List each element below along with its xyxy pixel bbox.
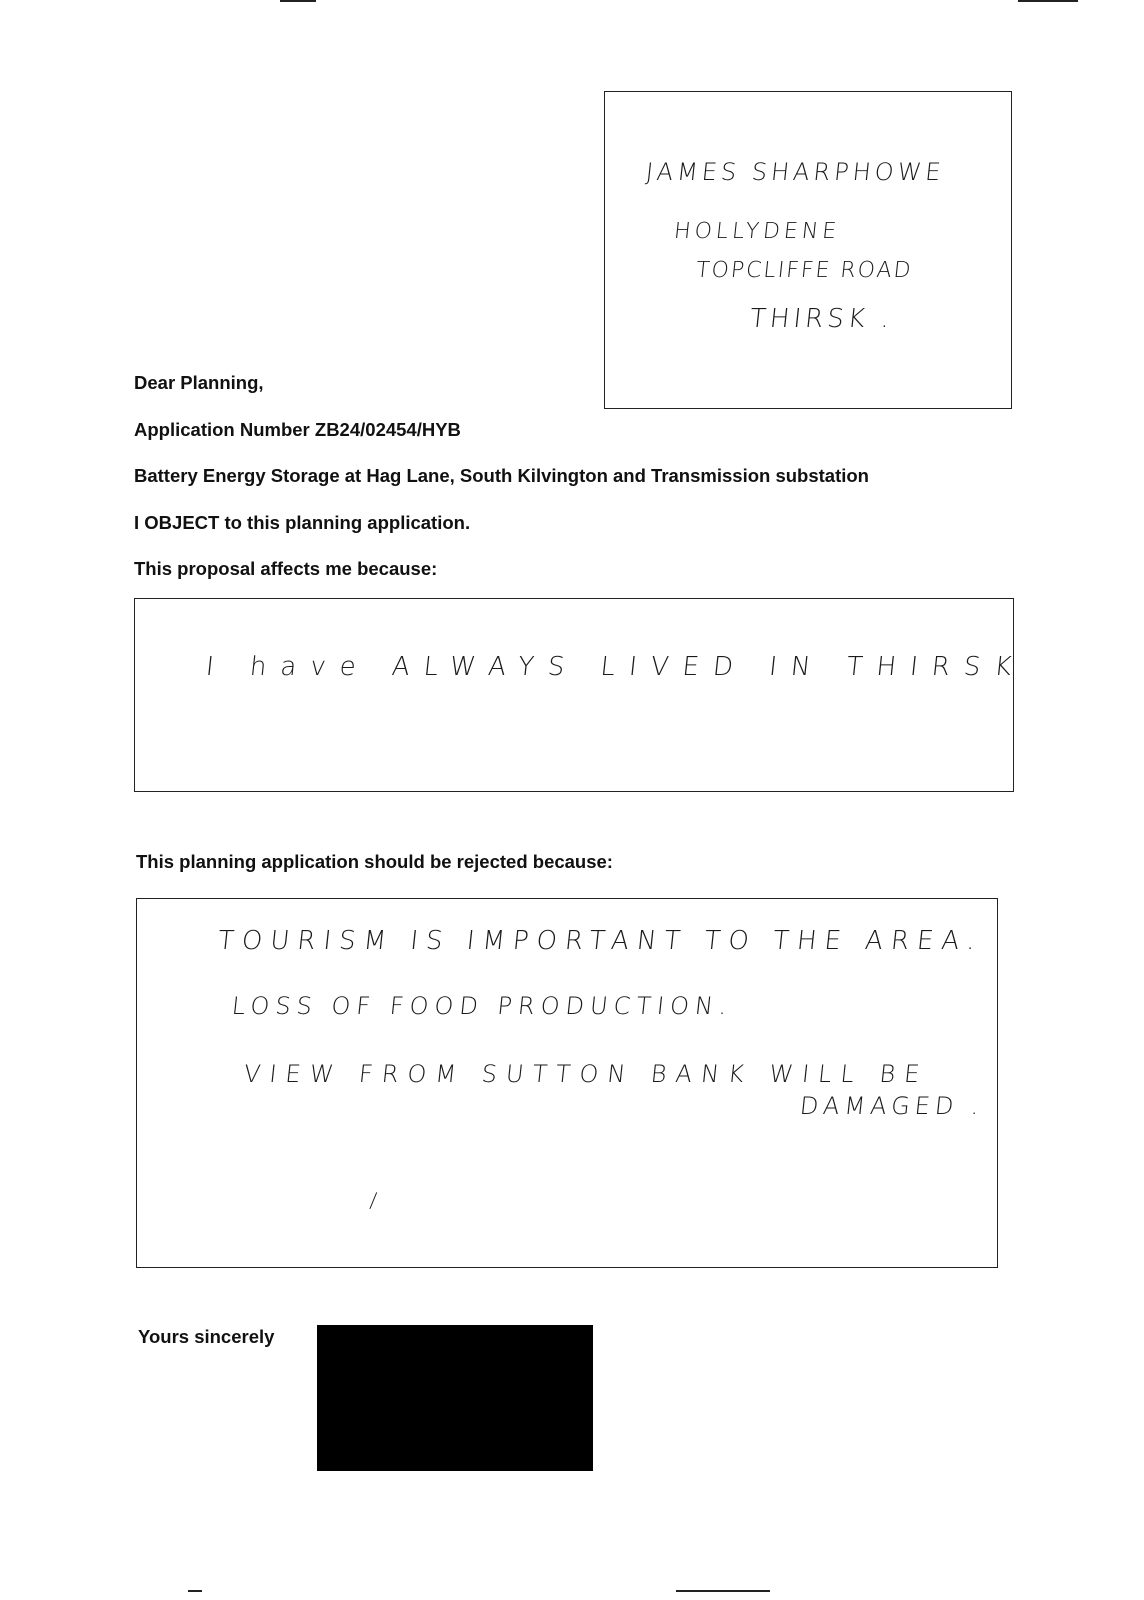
closing: Yours sincerely: [138, 1326, 275, 1347]
address-line-2: TOPCLIFFE ROAD: [694, 258, 914, 283]
scan-mark-top-left: [280, 0, 316, 2]
affects-handwritten: I have ALWAYS LIVED IN THIRSK: [204, 652, 1027, 682]
stray-pen-mark: /: [368, 1188, 383, 1212]
application-subject: Battery Energy Storage at Hag Lane, South Kilvington and Transmission substation: [134, 465, 869, 486]
address-name: JAMES SHARPHOWE: [644, 158, 946, 186]
objection-statement: I OBJECT to this planning application.: [134, 512, 471, 533]
application-number: Application Number ZB24/02454/HYB: [134, 419, 461, 440]
address-line-3: THIRSK .: [748, 304, 895, 334]
reason-view-line-2: DAMAGED .: [798, 1092, 986, 1120]
scan-mark-bottom-right: [676, 1590, 770, 1592]
reason-view-line-1: VIEW FROM SUTTON BANK WILL BE: [242, 1060, 930, 1088]
salutation: Dear Planning,: [134, 372, 264, 393]
signature-redaction: [317, 1325, 593, 1471]
address-line-1: HOLLYDENE: [672, 219, 842, 244]
reason-tourism: TOURISM IS IMPORTANT TO THE AREA.: [216, 926, 985, 956]
reject-label: This planning application should be rejected because:: [136, 851, 613, 872]
address-box: [604, 91, 1012, 409]
scan-mark-bottom-left: [188, 1590, 202, 1592]
affects-label: This proposal affects me because:: [134, 558, 438, 579]
affects-box: [134, 598, 1014, 792]
scan-mark-top-right: [1018, 0, 1078, 2]
reason-food-production: LOSS OF FOOD PRODUCTION.: [230, 992, 735, 1020]
